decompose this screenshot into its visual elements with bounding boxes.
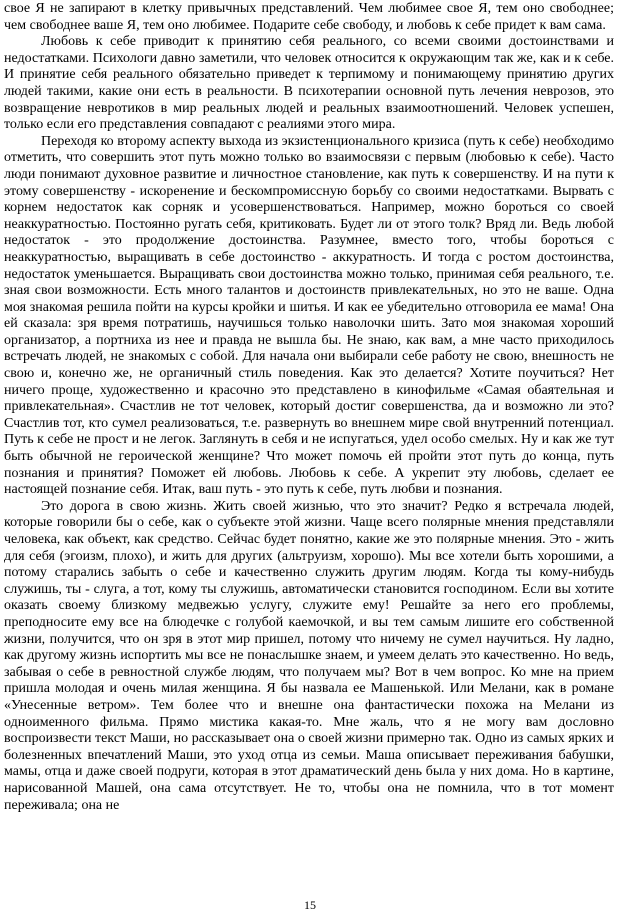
paragraph-road-to-own-life: Это дорога в свою жизнь. Жить своей жизнью, что это значит? Редко я встречала людей, которые говорили бы о себе, как о субъекте этой жизни. Чаще всего полярные мнения представляли человека, как объект, как средство. Сейчас будет понятно, какие же это полярные мнения. Это - жить для себя (эгоизм, плохо), и жить для других (альтруизм, хорошо). Мы все хотели быть хорошими, а потому старались забыть о себе и качественно служить другим людям. Когда ты кому-нибудь служишь, ты - слуга, а тот, кому ты служишь, автоматически становится господином. Если вы хотите оказать своему близкому медвежью услугу, служите ему! Решайте за него его проблемы, преподносите ему все на блюдечке с голубой каемочкой, и вы тем самым лишите его собственной жизни, получится, что он зря в этот мир пришел, потому что ничему не сумел научиться. Ну ладно, как другому жизнь испортить мы все не понаслышке знаем, и умеем делать это качественно. Но ведь, забывая о себе в ревностной службе людям, что получаем мы? Вот в чем вопрос. Ко мне на прием пришла молодая и очень милая женщина. Я бы назвала ее Машенькой. Или Мелани, как в романе «Унесенные ветром». Тем более что и внешне она фантастически похожа на Мелани из одноименного фильма. Прямо мистика какая-то. Мне жаль, что я не могу вам дословно воспроизвести текст Маши, но рассказывает она о своей жизни примерно так. Одно из самых ярких и болезненных впечатлений Маши, это уход отца из семьи. Маша описывает переживания бабушки, мамы, отца и даже своей подруги, которая в этот драматический день была у них дома. Но в картине, нарисованной Машей, она сама отсутствует. Не то, чтобы она не помнила, что в тот момент переживала; она не <box>4 498 614 813</box>
paragraph-continuation: свое Я не запирают в клетку привычных представлений. Чем любимее свое Я, тем оно свободнее; чем свободнее ваше Я, тем оно любимее. Подарите себе свободу, и любовь к себе придет к вам сама. <box>4 1 614 33</box>
paragraph-path-to-self: Переходя ко второму аспекту выхода из экзистенционального кризиса (путь к себе) необходимо отметить, что совершить этот путь можно только во взаимосвязи с первым (любовью к себе). Часто люди понимают духовное развитие и личностное становление, как путь к совершенству. И на пути к этому совершенству - искоренение и бескомпромиссную борьбу со своими недостатками. Вырвать с корнем недостаток как сорняк и усовершенствоваться. Например, можно бороться со своей неаккуратностью. Постоянно ругать себя, критиковать. Будет ли от этого толк? Вряд ли. Ведь любой недостаток - это продолжение достоинства. Разумнее, вместо того, чтобы бороться с неаккуратностью, выращивать в себе достоинство - аккуратность. И тогда с ростом достоинства, недостаток уменьшается. Выращивать свои достоинства можно только, принимая себя реального, т.е. зная свои возможности. Есть много талантов и достоинств привлекательных, но это не ваше. Одна моя знакомая решила пойти на курсы кройки и шитья. И как ее убедительно отговорила ее мама! Она ей сказала: зря время потратишь, научишься только наволочки шить. Зато моя знакомая хороший организатор, а портниха из нее и правда не вышла бы. Не знаю, как вам, а мне часто приходилось встречать людей, не знакомых с собой. Для начала они выбирали себе работу не свою, внешность не свою и, конечно же, не органичный стиль поведения. Как это делается? Хотите поучиться? Нет ничего проще, художественно и красочно это представлено в кинофильме «Самая обаятельная и привлекательная». Счастлив не тот человек, который достиг совершенства, да и возможно ли это? Счастлив тот, кто сумел реализоваться, т.е. развернуть во внешнем мире свой внутренний потенциал. Путь к себе не прост и не легок. Заглянуть в себя и не испугаться, удел особо смелых. Ну и как же тут быть обычной не героической женщине? Что может помочь ей пройти этот путь до конца, путь познания и принятия? Поможет ей любовь. Любовь к себе. А укрепит эту любовь, сделает ее настоящей познание себя. Итак, ваш путь - это путь к себе, путь любви и познания. <box>4 133 614 498</box>
paragraph-self-love-acceptance: Любовь к себе приводит к принятию себя реального, со всеми своими достоинствами и недостатками. Психологи давно заметили, что человек относится к окружающим так же, как и к себе. И принятие себя реального обязательно приведет к терпимому и понимающему принятию других людей такими, какие они есть в реальности. В психотерапии основной путь лечения неврозов, это возвращение невротиков в мир реальных людей и реальных взаимоотношений. Человек успешен, только если его представления совпадают с реалиями этого мира. <box>4 34 614 133</box>
page-number: 15 <box>304 898 316 912</box>
document-page <box>4 1 614 814</box>
